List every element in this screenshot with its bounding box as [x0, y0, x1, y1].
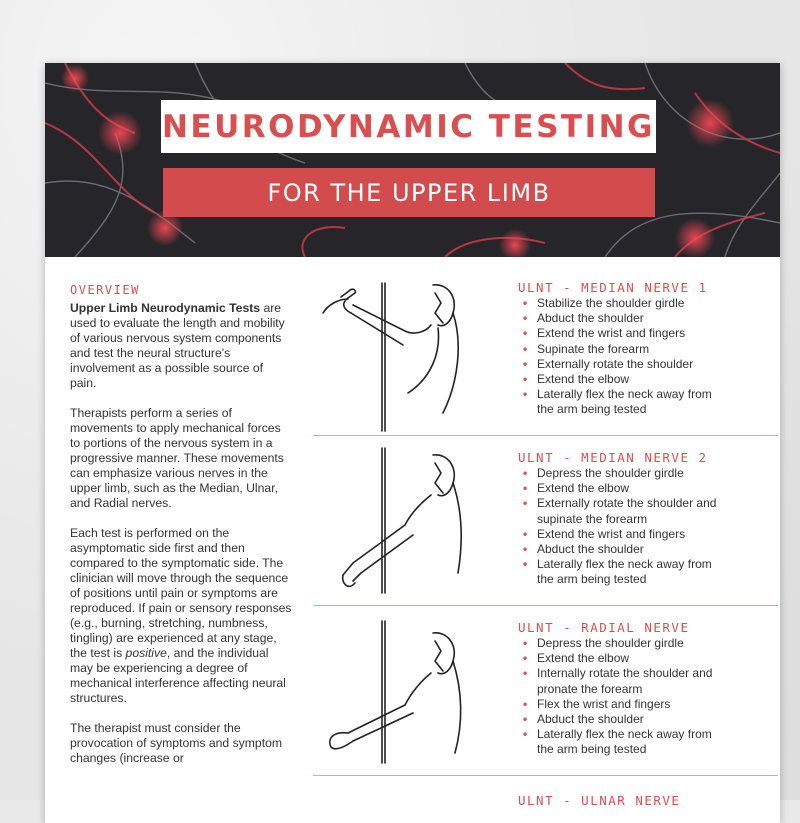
list-item [521, 387, 721, 417]
radial-nerve-heading: ULNT - RADIAL NERVE [518, 620, 690, 635]
section-divider [313, 605, 778, 606]
page-subtitle: FOR THE UPPER LIMB [267, 178, 551, 207]
step-text: Externally rotate the shoulder and supinate the forearm [537, 496, 717, 526]
neuron-background-image [45, 63, 780, 257]
bullet-icon: • [523, 496, 528, 511]
radial-nerve-illustration [313, 613, 513, 778]
ulnar-nerve-heading: ULNT - ULNAR NERVE [518, 793, 681, 808]
median-nerve-1-heading: ULNT - MEDIAN NERVE 1 [518, 280, 708, 295]
bullet-icon: • [523, 326, 528, 341]
median-nerve-2-illustration [313, 443, 513, 608]
bullet-icon: • [523, 311, 528, 326]
bullet-icon: • [523, 526, 528, 541]
list-item [521, 496, 721, 526]
list-item [521, 697, 721, 712]
handout-sheet [45, 63, 780, 823]
test-radial-nerve [313, 613, 778, 773]
bullet-icon: • [523, 636, 528, 650]
list-item [521, 651, 721, 666]
overview-column [70, 283, 292, 781]
overview-intro-bold: Upper Limb Neurodynamic Tests [70, 301, 261, 315]
overview-intro [70, 301, 292, 391]
test-median-nerve-1 [313, 273, 778, 433]
bullet-icon: • [523, 387, 528, 402]
step-text: Flex the wrist and fingers [537, 696, 671, 711]
bullet-icon: • [523, 356, 528, 371]
subtitle-box [163, 168, 655, 217]
bullet-icon: • [523, 372, 528, 387]
step-text: Extend the elbow [537, 372, 630, 387]
overview-paragraph-3-emphasis: positive [125, 646, 167, 660]
step-text: Internally rotate the shoulder and pronate the forearm [537, 666, 713, 696]
list-item [521, 342, 721, 357]
test-ulnar-nerve [313, 783, 778, 823]
step-text: Extend the elbow [537, 651, 630, 666]
list-item [521, 727, 721, 757]
step-text: Laterally flex the neck away from the arm being tested [537, 557, 712, 587]
bullet-icon: • [523, 557, 528, 572]
list-item [521, 542, 721, 557]
list-item [521, 357, 721, 372]
list-item [521, 311, 721, 326]
bullet-icon: • [523, 481, 528, 496]
title-box [161, 100, 656, 153]
overview-paragraph-2: Therapists perform a series of movements to apply mechanical forces to portions of the nervous system in a progressive manner. These movements can emphasize various nerves in the upper limb, such as the Median, Ulnar, and Radial nerves. [70, 406, 284, 510]
overview-paragraph-3-a: Each test is performed on the asymptomatic side first and then compared to the symptomatic side. The clinician will move through the sequence of positions until pain or symptoms are reproduced. If pain or sensory responses (e.g., burning, stretching, numbness, tingling) are experienced at any stage, the test is [70, 526, 292, 660]
overview-heading: OVERVIEW [70, 283, 140, 297]
bullet-icon: • [523, 542, 528, 557]
header-banner [45, 63, 780, 257]
list-item [521, 466, 721, 481]
radial-nerve-steps [521, 636, 721, 758]
bullet-icon: • [523, 296, 528, 310]
step-text: Extend the wrist and fingers [537, 326, 686, 341]
overview-paragraph-3 [70, 526, 292, 706]
bullet-icon: • [523, 727, 528, 742]
list-item [521, 372, 721, 387]
section-divider [313, 775, 778, 776]
median-nerve-2-steps [521, 466, 721, 588]
overview-intro-text: are used to evaluate the length and mobility of various nervous system components and test the neural structure's involvement as a possible source of pain. [70, 301, 285, 390]
list-item [521, 557, 721, 587]
median-nerve-2-heading: ULNT - MEDIAN NERVE 2 [518, 450, 708, 465]
step-text: Abduct the shoulder [537, 542, 644, 557]
overview-paragraph-3-b: , and the individual may be experiencing a degree of mechanical interference affecting neural structures. [70, 646, 286, 705]
overview-paragraph-4: The therapist must consider the provocation of symptoms and symptom changes (increase or [70, 721, 283, 765]
list-item [521, 666, 721, 696]
step-text: Supinate the forearm [537, 341, 650, 356]
median-nerve-1-illustration [313, 273, 513, 438]
page-title: NEURODYNAMIC TESTING [161, 108, 656, 145]
list-item [521, 712, 721, 727]
step-text: Stabilize the shoulder girdle [537, 296, 685, 310]
list-item [521, 636, 721, 651]
median-nerve-1-steps [521, 296, 721, 418]
list-item [521, 296, 721, 311]
bullet-icon: • [523, 666, 528, 681]
bullet-icon: • [523, 341, 528, 356]
step-text: Depress the shoulder girdle [537, 636, 684, 650]
step-text: Extend the elbow [537, 481, 630, 496]
bullet-icon: • [523, 696, 528, 711]
list-item [521, 481, 721, 496]
bullet-icon: • [523, 651, 528, 666]
step-text: Laterally flex the neck away from the arm being tested [537, 727, 712, 757]
bullet-icon: • [523, 466, 528, 480]
test-median-nerve-2 [313, 443, 778, 603]
step-text: Depress the shoulder girdle [537, 466, 684, 480]
section-divider [313, 435, 778, 436]
bullet-icon: • [523, 712, 528, 727]
list-item [521, 527, 721, 542]
step-text: Extend the wrist and fingers [537, 526, 686, 541]
step-text: Externally rotate the shoulder [537, 356, 694, 371]
step-text: Laterally flex the neck away from the arm being tested [537, 387, 712, 417]
step-text: Abduct the shoulder [537, 712, 644, 727]
list-item [521, 326, 721, 341]
step-text: Abduct the shoulder [537, 311, 644, 326]
